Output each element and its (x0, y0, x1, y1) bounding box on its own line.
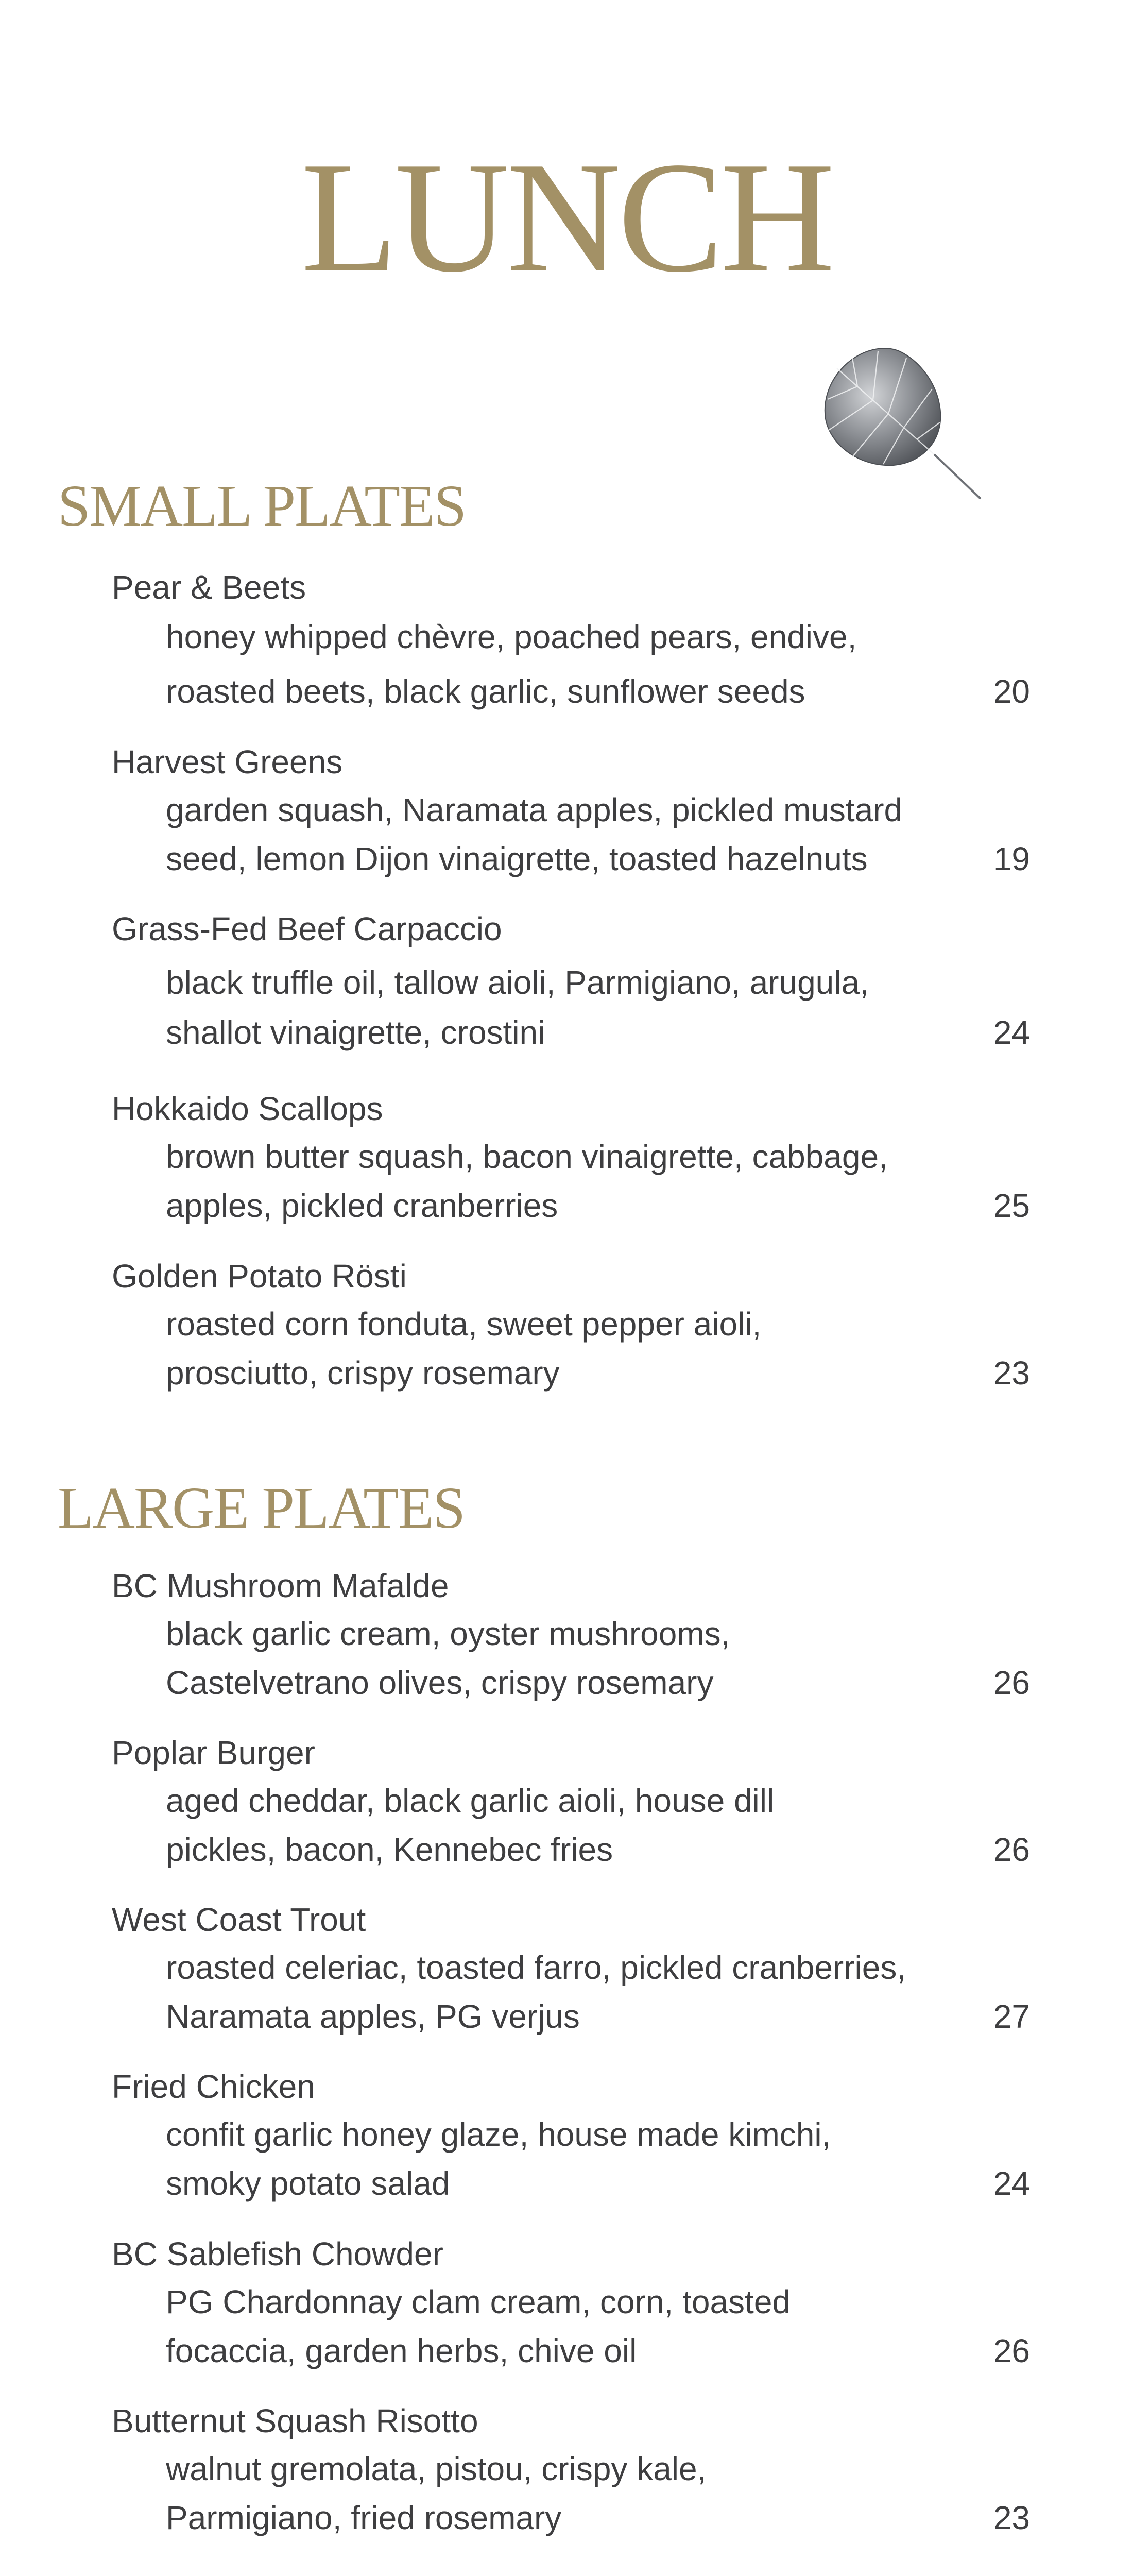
item-name: Fried Chicken (112, 2068, 315, 2105)
item-description-line: apples, pickled cranberries (166, 1187, 558, 1224)
item-name: Grass-Fed Beef Carpaccio (112, 910, 502, 947)
item-name: BC Mushroom Mafalde (112, 1567, 449, 1604)
item-price: 26 (993, 2332, 1030, 2369)
menu-item (0, 1569, 1133, 1724)
item-price: 23 (993, 2499, 1030, 2536)
item-description-line: aged cheddar, black garlic aioli, house dill (166, 1782, 775, 1819)
item-description-line: prosciutto, crispy rosemary (166, 1354, 560, 1392)
menu-item (0, 745, 1133, 900)
item-name: Hokkaido Scallops (112, 1090, 383, 1127)
item-name: Poplar Burger (112, 1734, 315, 1771)
menu-item (0, 1736, 1133, 1891)
item-description-line: Naramata apples, PG verjus (166, 1998, 580, 2035)
page-title: LUNCH (301, 129, 832, 305)
item-price: 19 (993, 840, 1030, 877)
menu-item (0, 2070, 1133, 2225)
item-price: 23 (993, 1354, 1030, 1392)
item-description-line: PG Chardonnay clam cream, corn, toasted (166, 2283, 791, 2320)
leaf-icon (816, 337, 986, 507)
item-description-line: black truffle oil, tallow aioli, Parmigiano, arugula, (166, 964, 869, 1001)
item-name: Butternut Squash Risotto (112, 2402, 478, 2439)
item-description-line: honey whipped chèvre, poached pears, endive, (166, 618, 857, 655)
menu-item (0, 2404, 1133, 2559)
item-description-line: garden squash, Naramata apples, pickled mustard (166, 791, 903, 828)
item-price: 24 (993, 1014, 1030, 1051)
item-description-line: seed, lemon Dijon vinaigrette, toasted hazelnuts (166, 840, 868, 877)
item-description-line: focaccia, garden herbs, chive oil (166, 2332, 637, 2369)
item-description-line: confit garlic honey glaze, house made kimchi, (166, 2116, 831, 2153)
item-description-line: roasted celeriac, toasted farro, pickled cranberries, (166, 1949, 906, 1986)
menu-item (0, 1260, 1133, 1414)
item-description-line: Castelvetrano olives, crispy rosemary (166, 1664, 714, 1701)
item-price: 25 (993, 1187, 1030, 1224)
section-heading-small-plates: SMALL PLATES (58, 473, 466, 538)
item-price: 26 (993, 1831, 1030, 1868)
menu-item (0, 2235, 1133, 2392)
menu-item (0, 571, 1133, 725)
section-heading-large-plates: LARGE PLATES (58, 1475, 465, 1540)
item-price: 24 (993, 2165, 1030, 2202)
item-description-line: pickles, bacon, Kennebec fries (166, 1831, 613, 1868)
item-name: Harvest Greens (112, 743, 343, 781)
item-name: BC Sablefish Chowder (112, 2235, 443, 2273)
item-price: 26 (993, 1664, 1030, 1701)
item-description-line: shallot vinaigrette, crostini (166, 1014, 545, 1051)
item-description-line: walnut gremolata, pistou, crispy kale, (166, 2450, 707, 2487)
menu-item (0, 1903, 1133, 2058)
item-description-line: Parmigiano, fried rosemary (166, 2499, 562, 2536)
item-description-line: roasted beets, black garlic, sunflower seeds (166, 673, 805, 710)
menu-item (0, 1092, 1133, 1247)
item-description-line: brown butter squash, bacon vinaigrette, cabbage, (166, 1138, 888, 1175)
item-description-line: black garlic cream, oyster mushrooms, (166, 1615, 730, 1652)
item-name: Golden Potato Rösti (112, 1258, 407, 1295)
menu-item (0, 912, 1133, 1067)
item-name: West Coast Trout (112, 1901, 366, 1938)
item-description-line: smoky potato salad (166, 2165, 450, 2202)
item-price: 20 (993, 673, 1030, 710)
item-price: 27 (993, 1998, 1030, 2035)
item-name: Pear & Beets (112, 569, 306, 606)
item-description-line: roasted corn fonduta, sweet pepper aioli, (166, 1306, 762, 1343)
